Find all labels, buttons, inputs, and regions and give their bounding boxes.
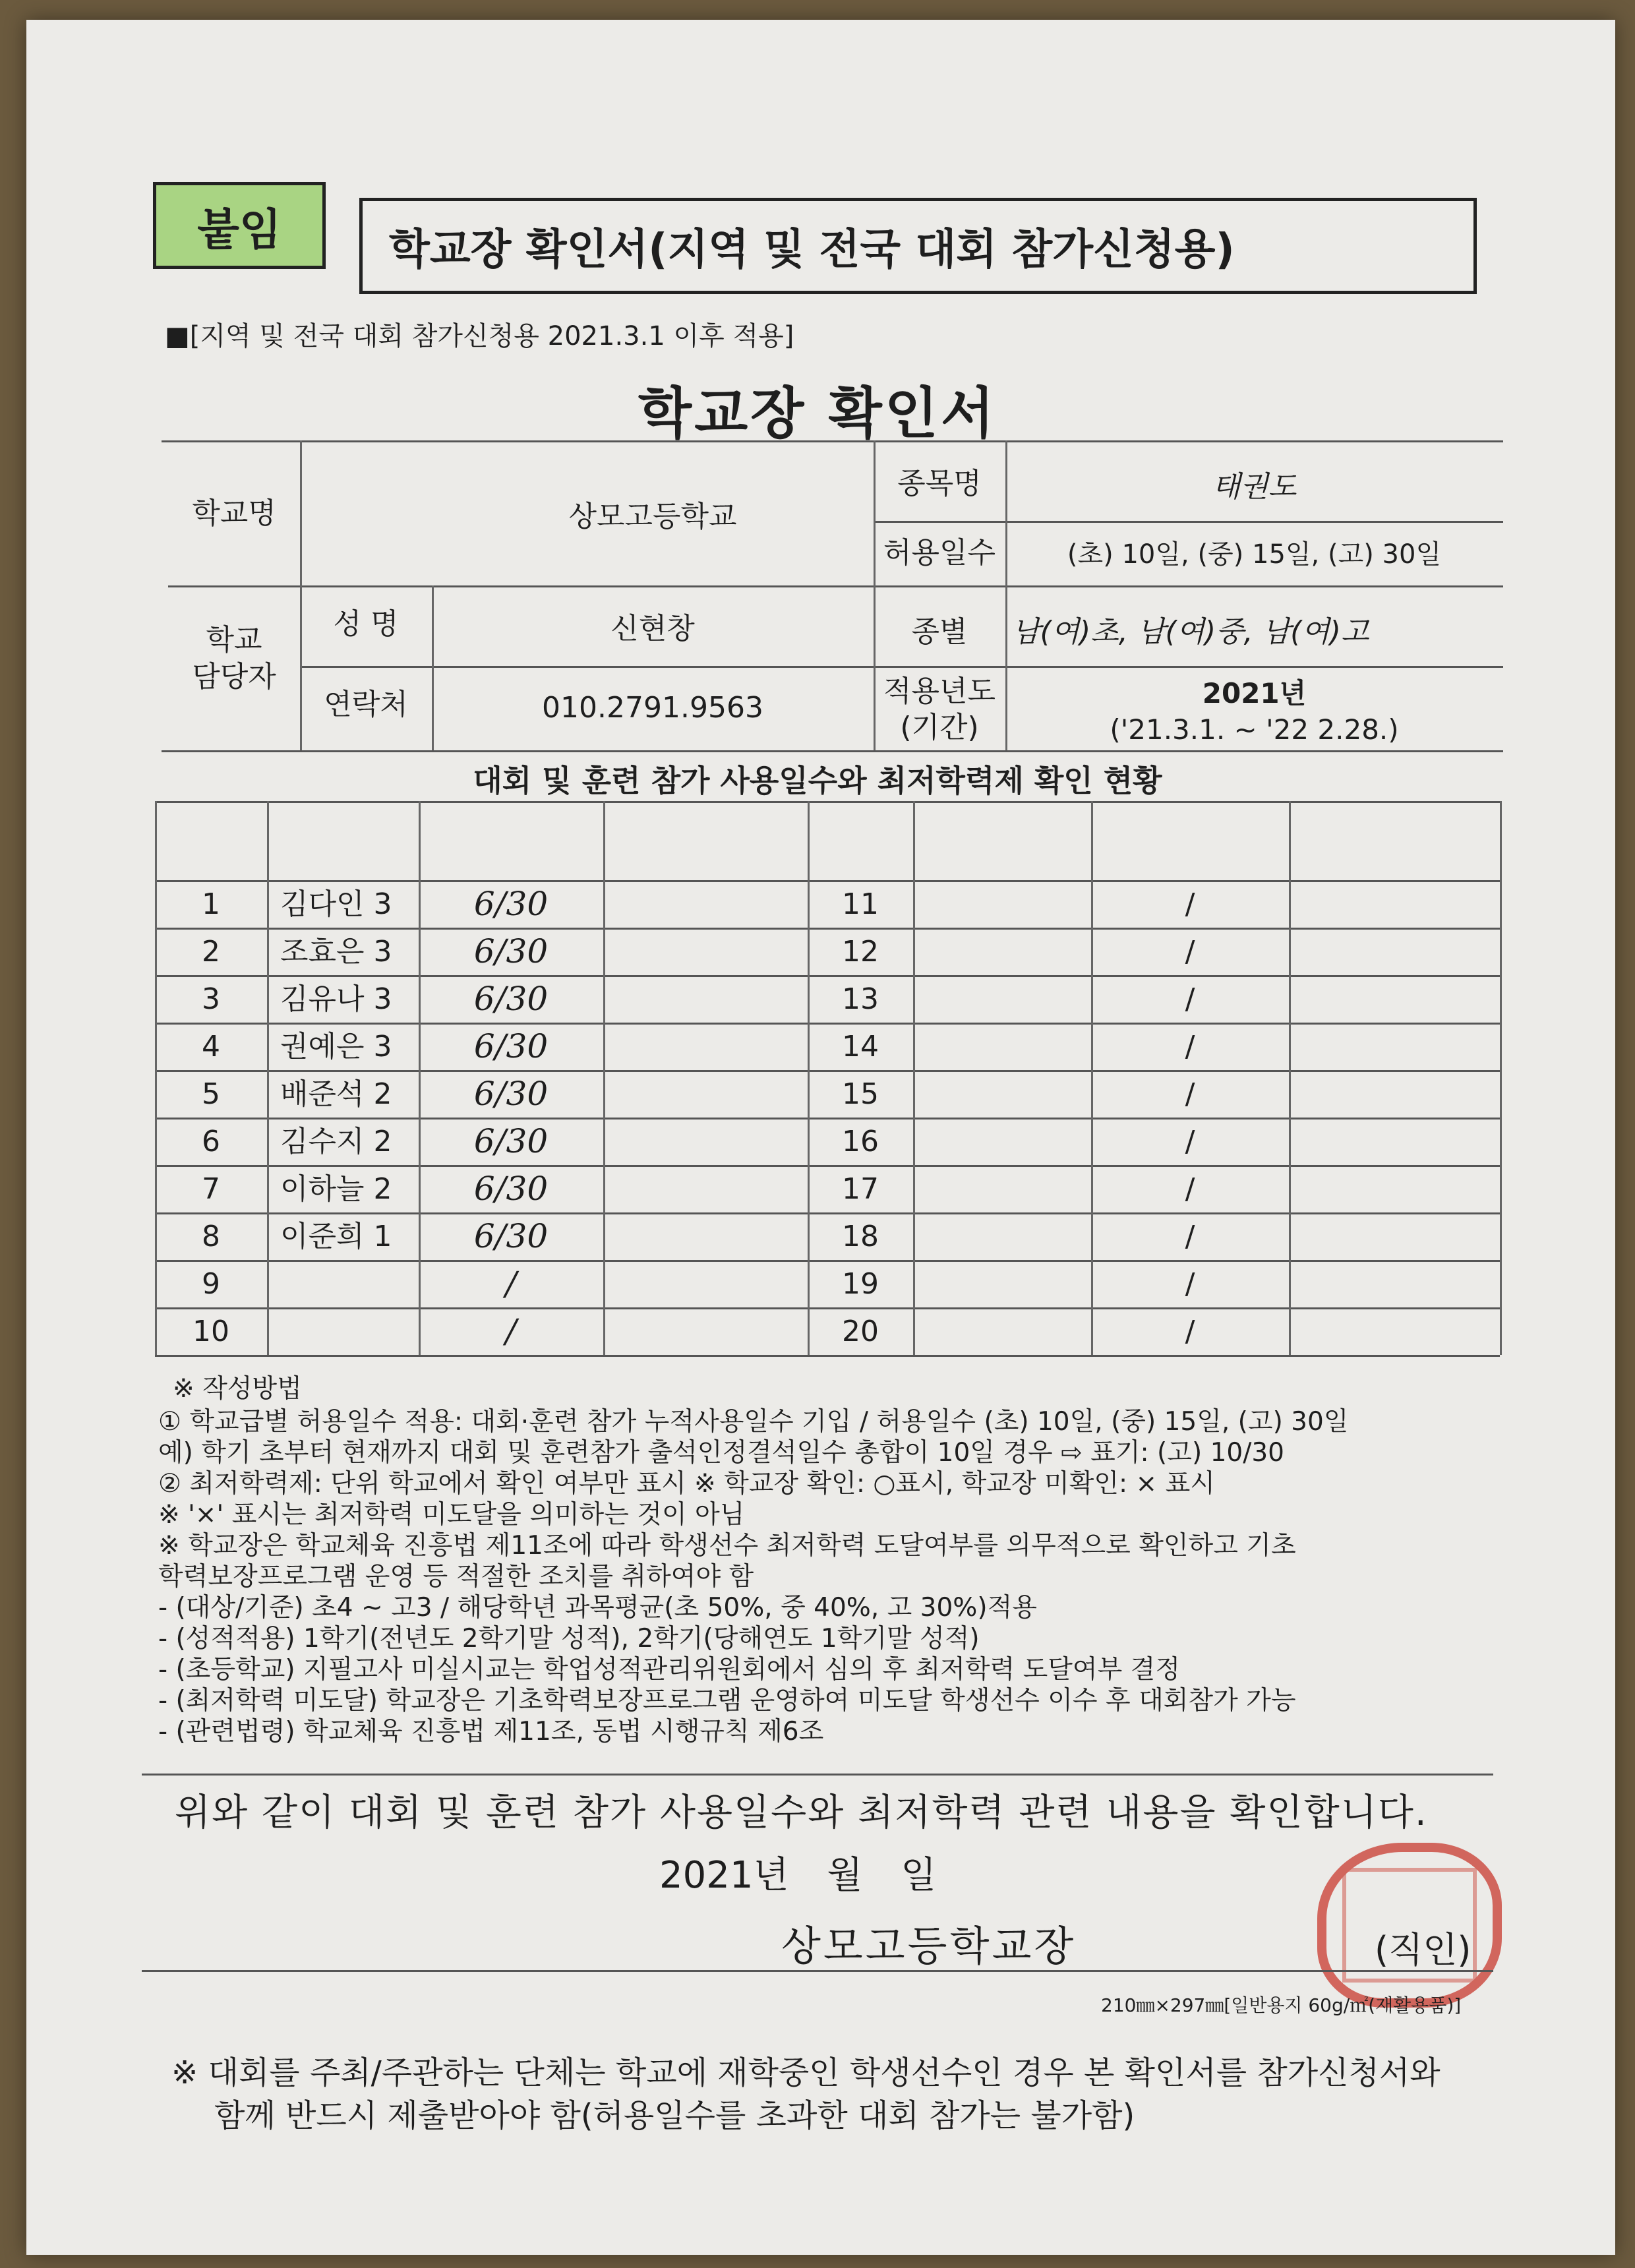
row-name: 배준석 2 — [280, 1077, 392, 1111]
footer-line: 함께 반드시 제출받아야 함(허용일수를 초과한 대회 참가는 불가함) — [214, 2097, 1135, 2134]
row-name: 이준희 1 — [280, 1220, 392, 1253]
table-row-line — [155, 1070, 1500, 1072]
row-days: 6/30 — [473, 885, 549, 923]
row-number: 11 — [842, 887, 879, 921]
row-days: / — [1185, 1220, 1195, 1253]
manager-label: 담당자 — [192, 660, 276, 694]
row-days: 6/30 — [473, 1075, 549, 1113]
row-number: 16 — [842, 1125, 879, 1158]
row-days: / — [1185, 1030, 1195, 1063]
school-name: 상모고등학교 — [568, 500, 737, 533]
paper-size: 210㎜×297㎜[일반용지 60g/㎡(재활용품)] — [1101, 1994, 1462, 2016]
row-days: 6/30 — [473, 932, 549, 970]
main-title: 학교장 확인서 — [638, 381, 997, 446]
year-value: ('21.3.1. ~ '22 2.28.) — [1110, 713, 1399, 746]
row-number: 5 — [202, 1077, 220, 1111]
row-days: / — [505, 1265, 517, 1303]
attachment-label: 붙임 — [153, 182, 326, 269]
top-note: ■[지역 및 전국 대회 참가신청용 2021.3.1 이후 적용] — [165, 321, 794, 351]
info-line — [168, 585, 1503, 587]
row-days: / — [1185, 1315, 1195, 1348]
method-line: - (관련법령) 학교체육 진흥법 제11조, 동법 시행규칙 제6조 — [158, 1717, 824, 1746]
allowed-label: 허용일수 — [883, 536, 996, 570]
method-line: ※ '×' 표시는 최저학력 미도달을 의미하는 것이 아님 — [158, 1500, 745, 1530]
table-top-line — [155, 801, 1500, 803]
row-number: 14 — [842, 1030, 879, 1063]
table-row-line — [155, 1355, 1500, 1357]
row-days: / — [1185, 935, 1195, 969]
info-bottom-line — [162, 750, 1503, 752]
row-days: 6/30 — [473, 1217, 549, 1255]
sport-value: 태권도 — [1212, 470, 1297, 504]
table-row-line — [155, 1165, 1500, 1167]
row-number: 12 — [842, 935, 879, 969]
row-name: 김유나 3 — [280, 982, 392, 1016]
row-days: / — [1185, 1125, 1195, 1158]
row-number: 8 — [202, 1220, 220, 1253]
info-line — [874, 666, 1503, 668]
table-col-line — [1289, 801, 1291, 1355]
row-days: / — [1185, 1077, 1195, 1111]
method-line: ② 최저학력제: 단위 학교에서 확인 여부만 표시 ※ 학교장 확인: ○표시, 학교장 미확인: × 표시 — [158, 1469, 1215, 1499]
section-title: 대회 및 훈련 참가 사용일수와 최저학력제 확인 현황 — [473, 763, 1162, 798]
method-line: - (성적적용) 1학기(전년도 2학기말 성적), 2학기(당해연도 1학기말 성적) — [158, 1624, 980, 1654]
row-number: 7 — [202, 1172, 220, 1206]
confirm-line — [142, 1774, 1493, 1776]
method-line: 예) 학기 초부터 현재까지 대회 및 훈련참가 출석인정결석일수 총합이 10일 경우 ⇨ 표기: (고) 10/30 — [158, 1438, 1284, 1468]
table-row-line — [155, 1212, 1500, 1214]
row-days: 6/30 — [473, 1170, 549, 1208]
row-name: 김수지 2 — [280, 1125, 392, 1158]
row-number: 19 — [842, 1267, 879, 1301]
method-line: 학력보장프로그램 운영 등 적절한 조치를 취하여야 함 — [158, 1562, 754, 1592]
table-row-line — [155, 975, 1500, 977]
sport-label: 종목명 — [897, 467, 982, 500]
row-number: 2 — [202, 935, 220, 969]
row-number: 18 — [842, 1220, 879, 1253]
contact-label: 연락처 — [324, 688, 408, 721]
box-title: 학교장 확인서(지역 및 전국 대회 참가신청용) — [359, 198, 1477, 294]
row-name: 조효은 3 — [280, 935, 392, 969]
row-name: 김다인 3 — [280, 887, 392, 921]
table-col-line — [603, 801, 605, 1355]
row-name: 권예은 3 — [280, 1030, 392, 1063]
date-text: 2021년 월 일 — [659, 1854, 937, 1897]
row-days: 6/30 — [473, 980, 549, 1018]
bottom-line — [142, 1970, 1493, 1972]
row-days: / — [1185, 982, 1195, 1016]
row-number: 3 — [202, 982, 220, 1016]
row-days: / — [1185, 1267, 1195, 1301]
method-line: ① 학교급별 허용일수 적용: 대회·훈련 참가 누적사용일수 기입 / 허용일수 (초) 10일, (중) 15일, (고) 30일 — [158, 1407, 1349, 1437]
method-heading: ※ 작성방법 — [173, 1374, 302, 1404]
table-row-line — [155, 880, 1500, 882]
row-number: 17 — [842, 1172, 879, 1206]
manager-label: 학교 — [206, 623, 262, 657]
method-line: ※ 학교장은 학교체육 진흥법 제11조에 따라 학생선수 최저학력 도달여부를 의무적으로 확인하고 기초 — [158, 1531, 1296, 1561]
row-number: 13 — [842, 982, 879, 1016]
table-row-line — [155, 928, 1500, 930]
row-number: 4 — [202, 1030, 220, 1063]
method-line: - (대상/기준) 초4 ~ 고3 / 해당학년 과목평균(초 50%, 중 40%, 고 30%)적용 — [158, 1593, 1037, 1623]
row-days: / — [1185, 887, 1195, 921]
row-days: 6/30 — [473, 1122, 549, 1160]
method-line: - (최저학력 미도달) 학교장은 기초학력보장프로그램 운영하여 미도달 학생선수 이수 후 대회참가 가능 — [158, 1686, 1296, 1716]
table-row-line — [155, 1307, 1500, 1309]
gender-label: 종별 — [911, 615, 968, 649]
row-days: / — [505, 1312, 517, 1350]
principal-name: 상모고등학교장 — [781, 1922, 1077, 1970]
info-line — [300, 666, 877, 668]
table-row-line — [155, 1023, 1500, 1025]
info-top-line — [162, 440, 1503, 442]
year-label: 적용년도 — [883, 674, 996, 708]
row-days: / — [1185, 1172, 1195, 1206]
confirm-text: 위와 같이 대회 및 훈련 참가 사용일수와 최저학력 관련 내용을 확인합니다. — [175, 1791, 1428, 1834]
row-name: 이하늘 2 — [280, 1172, 392, 1206]
year-value: 2021년 — [1202, 677, 1307, 709]
row-days: 6/30 — [473, 1027, 549, 1065]
row-number: 20 — [842, 1315, 879, 1348]
table-col-line — [913, 801, 915, 1355]
row-number: 6 — [202, 1125, 220, 1158]
school-label: 학교명 — [192, 496, 276, 530]
table-col-line — [1500, 801, 1502, 1355]
row-number: 15 — [842, 1077, 879, 1111]
info-line — [874, 521, 1503, 523]
contact-value: 010.2791.9563 — [542, 691, 763, 725]
name-label: 성 명 — [333, 607, 399, 641]
gender-value: 남(여)초, 남(여)중, 남(여)고 — [1012, 615, 1369, 649]
footer-line: ※ 대회를 주최/주관하는 단체는 학교에 재학중인 학생선수인 경우 본 확인서를 참가신청서와 — [171, 2054, 1441, 2091]
row-number: 9 — [202, 1267, 220, 1301]
table-row-line — [155, 1260, 1500, 1262]
year-label: (기간) — [900, 711, 979, 744]
stamp-label: (직인) — [1375, 1929, 1472, 1971]
method-line: - (초등학교) 지필고사 미실시교는 학업성적관리위원회에서 심의 후 최저학력 도달여부 결정 — [158, 1655, 1181, 1685]
row-number: 1 — [202, 887, 220, 921]
row-number: 10 — [193, 1315, 229, 1348]
table-row-line — [155, 1118, 1500, 1119]
name-value: 신현창 — [610, 612, 695, 645]
allowed-value: (초) 10일, (중) 15일, (고) 30일 — [1067, 539, 1442, 570]
